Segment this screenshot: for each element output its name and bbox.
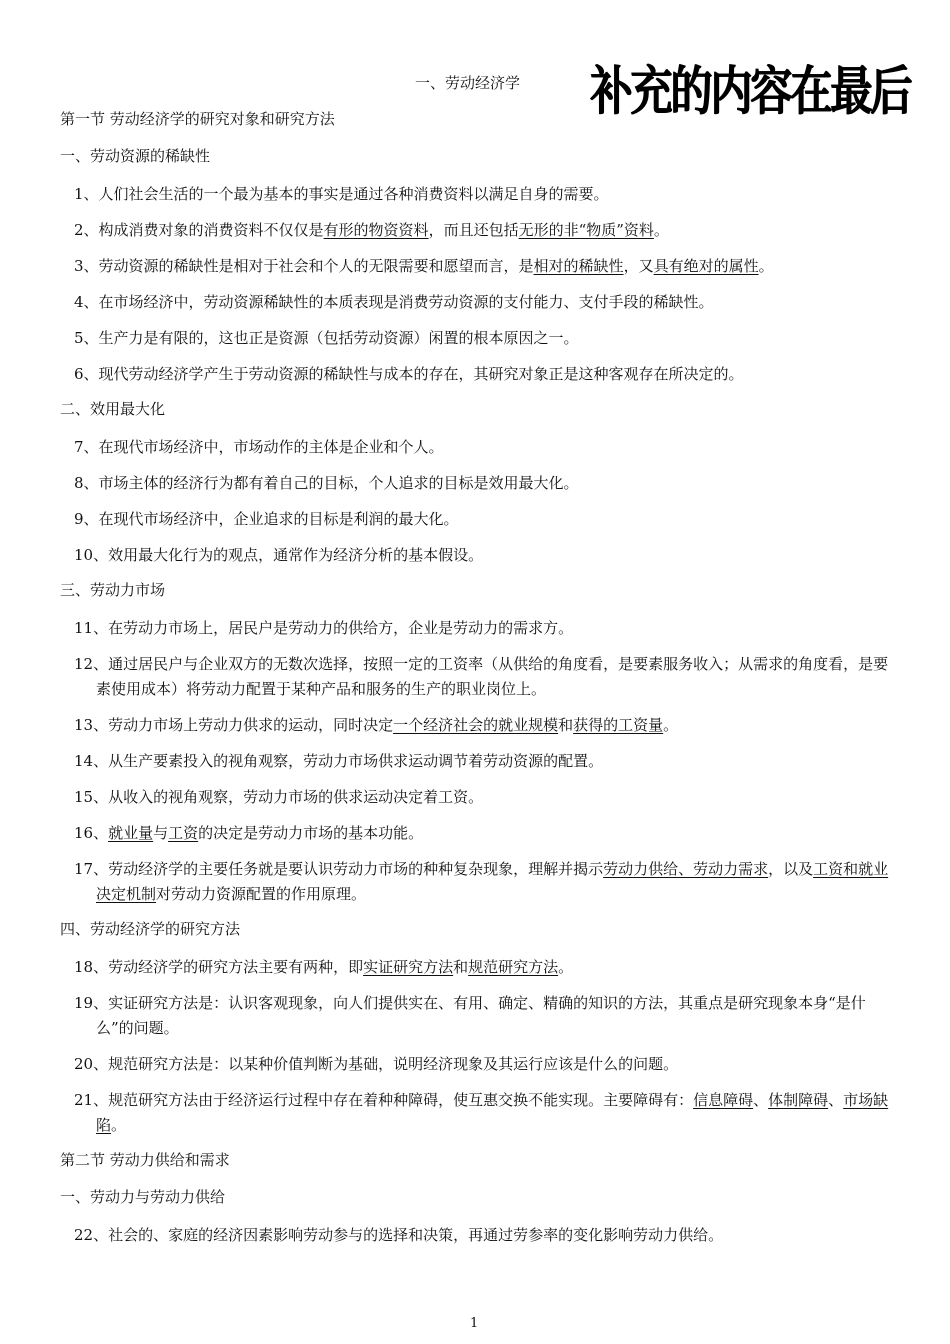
underlined-term: 获得的工资量	[573, 716, 664, 734]
numbered-item	[60, 218, 895, 243]
text-run: 15、从收入的视角观察，劳动力市场的供求运动决定着工资。	[74, 788, 484, 806]
numbered-item	[60, 1223, 895, 1248]
underlined-term: 相对的稀缺性	[533, 257, 624, 275]
underlined-term: 信息障碍	[693, 1091, 754, 1109]
numbered-item	[60, 821, 895, 846]
section-heading	[60, 145, 895, 167]
text-run: 18、劳动经济学的研究方法主要有两种，即	[74, 958, 364, 976]
text-run: 对劳动力资源配置的作用原理。	[156, 885, 367, 903]
underlined-term: 具有绝对的属性	[653, 257, 759, 275]
text-run: 22、社会的、家庭的经济因素影响劳动参与的选择和决策，再通过劳参率的变化影响劳动力供给。	[74, 1226, 724, 1244]
underlined-term: 无形的非“物质”资料	[518, 221, 654, 239]
text-run: 、	[753, 1091, 769, 1109]
text-run: 19、实证研究方法是：认识客观现象，向人们提供实在、有用、确定、精确的知识的方法，其重点是研究现象本身“是什么”的问题。	[74, 994, 866, 1037]
underlined-term: 一个经济社会的就业规模	[393, 716, 559, 734]
text-run: 16、	[74, 824, 109, 842]
text-run: 14、从生产要素投入的视角观察，劳动力市场供求运动调节着劳动资源的配置。	[74, 752, 604, 770]
text-run: 第一节 劳动经济学的研究对象和研究方法	[60, 110, 335, 128]
section-heading	[60, 1149, 895, 1171]
numbered-item	[60, 713, 895, 738]
text-run: 一、劳动力与劳动力供给	[60, 1188, 226, 1206]
section-heading	[60, 1186, 895, 1208]
text-run: 12、通过居民户与企业双方的无数次选择，按照一定的工资率（从供给的角度看，是要素服务收入；从需求的角度看，是要素使用成本）将劳动力配置于某种产品和服务的生产的职业岗位上。	[74, 655, 889, 698]
text-run: 21、规范研究方法由于经济运行过程中存在着种种障碍，使互惠交换不能实现。主要障碍有：	[74, 1091, 694, 1109]
text-run: 四、劳动经济学的研究方法	[60, 920, 241, 938]
underlined-term: 就业量	[108, 824, 154, 842]
numbered-item	[60, 326, 895, 351]
document-title: 一、劳动经济学	[415, 74, 521, 92]
text-run: ，以及	[768, 860, 814, 878]
text-run: 1、人们社会生活的一个最为基本的事实是通过各种消费资料以满足自身的需要。	[74, 185, 609, 203]
text-run: 二、效用最大化	[60, 400, 166, 418]
text-run: 三、劳动力市场	[60, 581, 166, 599]
text-run: 。	[663, 716, 679, 734]
underlined-term: 规范研究方法	[468, 958, 559, 976]
text-run: ，又	[623, 257, 654, 275]
text-run: 。	[558, 958, 574, 976]
numbered-item	[60, 652, 895, 702]
section-heading	[60, 918, 895, 940]
numbered-item	[60, 991, 895, 1041]
text-run: 2、构成消费对象的消费资料不仅仅是	[74, 221, 324, 239]
text-run: 和	[453, 958, 469, 976]
text-run: 和	[558, 716, 574, 734]
text-run: 13、劳动力市场上劳动力供求的运动，同时决定	[74, 716, 394, 734]
numbered-item	[60, 543, 895, 568]
numbered-item	[60, 1088, 895, 1138]
text-run: 。	[111, 1116, 127, 1134]
text-run: 、	[828, 1091, 844, 1109]
underlined-term: 工资和就业决定机制	[96, 860, 889, 903]
supplement-banner: 补充的内容在最后	[590, 60, 911, 122]
underlined-term: 工资	[168, 824, 199, 842]
underlined-term: 市场缺陷	[96, 1091, 889, 1134]
text-run: 20、规范研究方法是：以某种价值判断为基础，说明经济现象及其运行应该是什么的问题。	[74, 1055, 679, 1073]
underlined-term: 实证研究方法	[363, 958, 454, 976]
numbered-item	[60, 290, 895, 315]
text-run: 5、生产力是有限的，这也正是资源（包括劳动资源）闲置的根本原因之一。	[74, 329, 579, 347]
text-run: 10、效用最大化行为的观点，通常作为经济分析的基本假设。	[74, 546, 484, 564]
text-run: 6、现代劳动经济学产生于劳动资源的稀缺性与成本的存在，其研究对象正是这种客观存在所决定的。	[74, 365, 744, 383]
text-run: 一、劳动资源的稀缺性	[60, 147, 211, 165]
text-run: 第二节 劳动力供给和需求	[60, 1151, 230, 1169]
text-run: 8、市场主体的经济行为都有着自己的目标，个人追求的目标是效用最大化。	[74, 474, 579, 492]
text-run: 11、在劳动力市场上，居民户是劳动力的供给方，企业是劳动力的需求方。	[74, 619, 574, 637]
numbered-item	[60, 254, 895, 279]
text-run: 。	[758, 257, 774, 275]
underlined-term: 体制障碍	[768, 1091, 829, 1109]
section-heading	[60, 579, 895, 601]
text-run: ，而且还包括	[428, 221, 519, 239]
section-heading	[60, 398, 895, 420]
underlined-term: 劳动力供给、劳动力需求	[603, 860, 769, 878]
page-number: 1	[470, 1316, 479, 1331]
section-heading	[60, 108, 895, 130]
numbered-item	[60, 955, 895, 980]
text-run: 的决定是劳动力市场的基本功能。	[198, 824, 424, 842]
text-run: 与	[153, 824, 169, 842]
numbered-item	[60, 1052, 895, 1077]
numbered-item	[60, 616, 895, 641]
text-run: 17、劳动经济学的主要任务就是要认识劳动力市场的种种复杂现象，理解并揭示	[74, 860, 604, 878]
text-run: 4、在市场经济中，劳动资源稀缺性的本质表现是消费劳动资源的支付能力、支付手段的稀缺性。	[74, 293, 714, 311]
numbered-item	[60, 362, 895, 387]
numbered-item	[60, 435, 895, 460]
text-run: 3、劳动资源的稀缺性是相对于社会和个人的无限需要和愿望而言，是	[74, 257, 534, 275]
numbered-item	[60, 507, 895, 532]
numbered-item	[60, 471, 895, 496]
numbered-item	[60, 857, 895, 907]
text-run: 。	[653, 221, 669, 239]
numbered-item	[60, 749, 895, 774]
text-run: 9、在现代市场经济中，企业追求的目标是利润的最大化。	[74, 510, 459, 528]
document-body	[60, 108, 895, 1259]
text-run: 7、在现代市场经济中，市场动作的主体是企业和个人。	[74, 438, 444, 456]
numbered-item	[60, 182, 895, 207]
underlined-term: 有形的物资资料	[323, 221, 429, 239]
numbered-item	[60, 785, 895, 810]
